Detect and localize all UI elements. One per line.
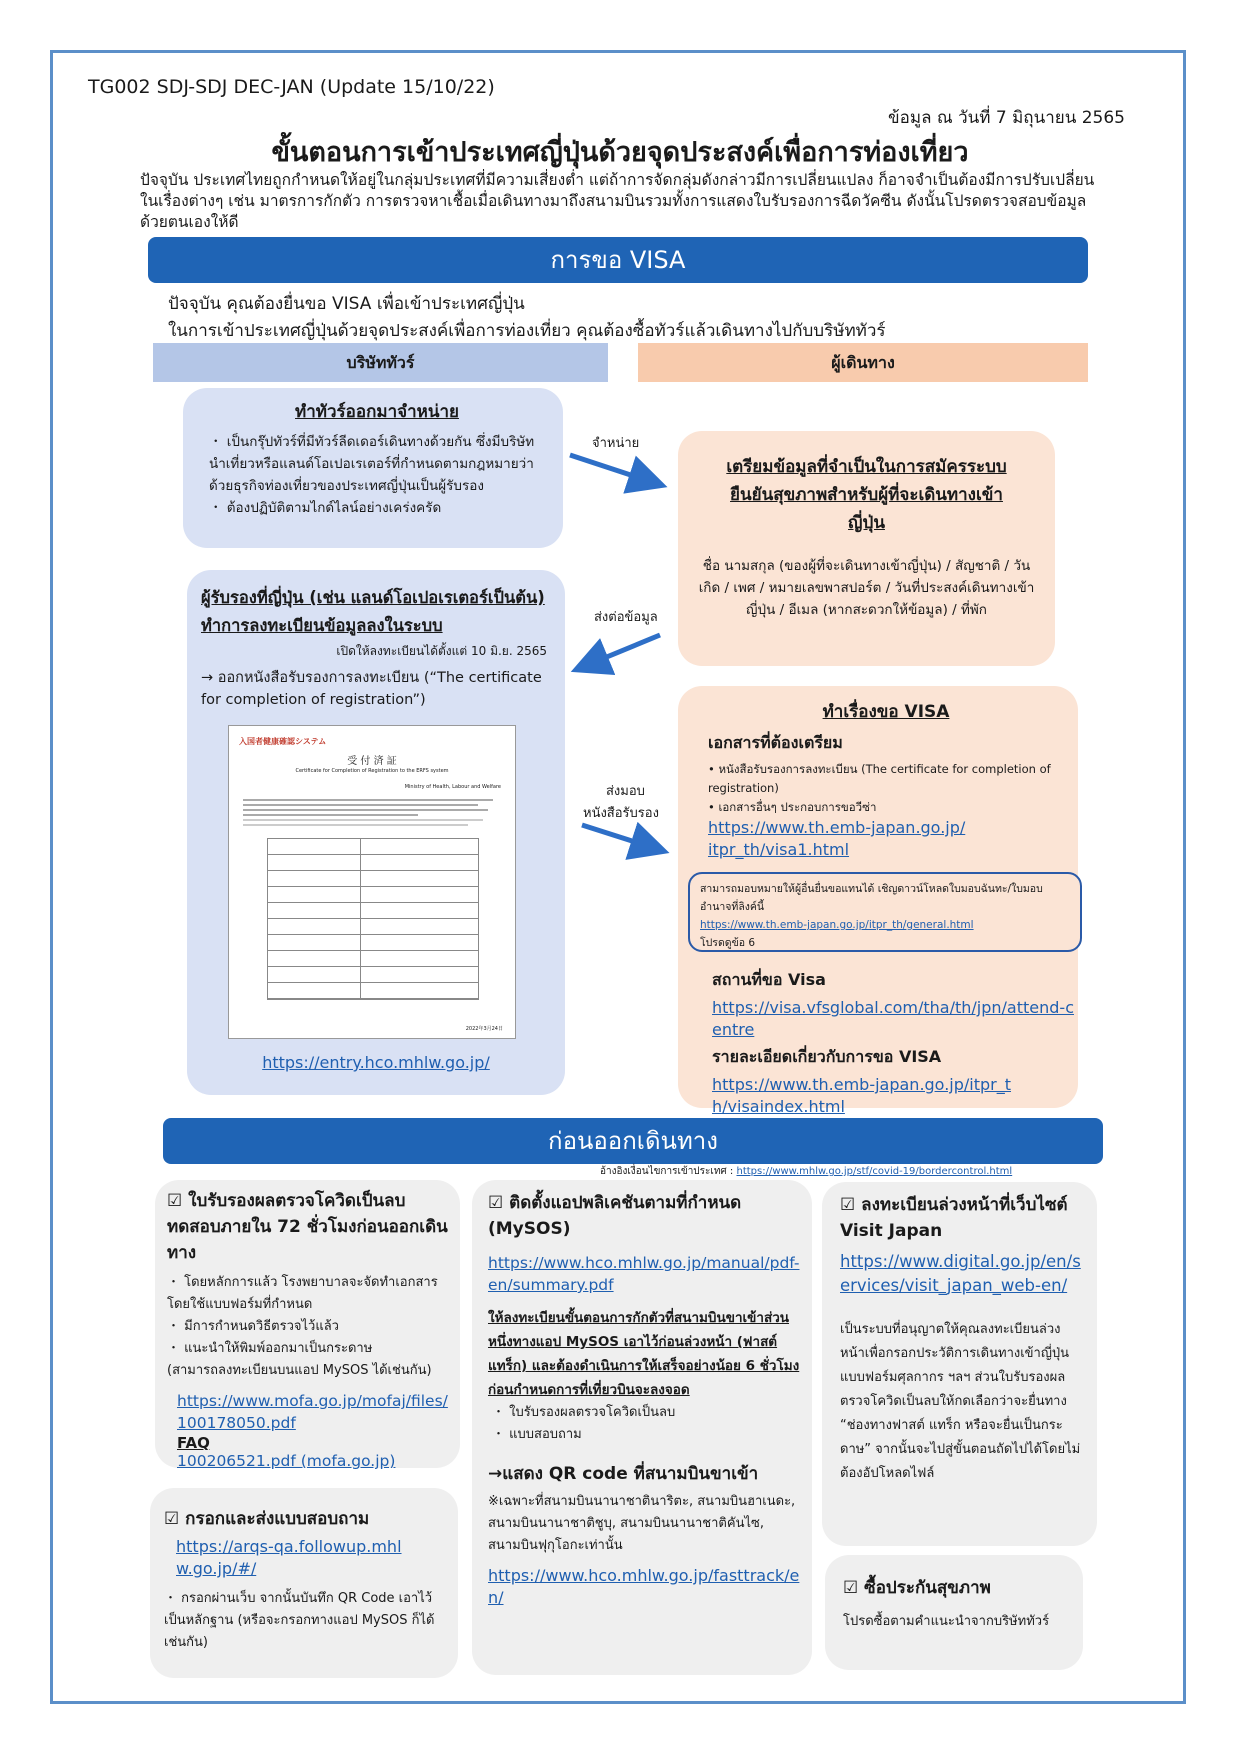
visa-place-block (712, 968, 1074, 1118)
visa-index-link[interactable]: https://www.th.emb-japan.go.jp/itpr_th/visaindex.html (712, 1075, 1011, 1116)
apply-visa-title: ทำเรื่องขอ VISA (822, 702, 950, 722)
visa-line-1: ปัจจุบัน คุณต้องยื่นขอ VISA เพื่อเข้าประเทศญี่ปุ่น (168, 294, 525, 314)
arrow-label-deliver: ส่งมอบ (606, 784, 645, 799)
visit-japan-box (822, 1182, 1097, 1546)
prepare-data-box (678, 431, 1055, 666)
arrow-label-forward-data: ส่งต่อข้อมูล (594, 610, 658, 625)
registration-title: ผู้รับรองที่ญี่ปุ่น (เช่น แลนด์โอเปอเรเตอร์เป็นต้น) ทำการลงทะเบียนข้อมูลลงในระบบ (201, 588, 545, 635)
border-control-ref-label: อ้างอิงเงื่อนไขการเข้าประเทศ : (600, 1166, 737, 1177)
visa-place-heading: สถานที่ขอ Visa (712, 970, 826, 989)
questionnaire-box (150, 1488, 458, 1678)
documents-heading: เอกสารที่ต้องเตรียม (708, 733, 843, 752)
column-header-tour-company: บริษัททัวร์ (153, 343, 608, 382)
visit-japan-link[interactable]: https://www.digital.go.jp/en/services/visit_japan_web-en/ (840, 1252, 1081, 1295)
tour-bullet-2: ・ ต้องปฏิบัติตามไกด์ไลน์อย่างเคร่งครัด (209, 500, 442, 516)
vfs-link[interactable]: https://visa.vfsglobal.com/tha/th/jpn/attend-centre (712, 998, 1074, 1039)
certificate-ministry: Ministry of Health, Labour and Welfare (404, 784, 501, 790)
covid-bullet-1: ・ โดยหลักการแล้ว โรงพยาบาลจะจัดทำเอกสารโดยใช้แบบฟอร์มที่กำหนด (167, 1275, 438, 1312)
covid-bullet-3: ・ แนะนำให้พิมพ์ออกมาเป็นกระดาษ (167, 1341, 373, 1356)
as-of-date: ข้อมูล ณ วันที่ 7 มิถุนายน 2565 (888, 108, 1125, 128)
covid-test-title: ☑ ใบรับรองผลตรวจโควิดเป็นลบ ทดสอบภายใน 72 ชั่วโมงก่อนออกเดินทาง (167, 1191, 448, 1263)
prepare-body: ชื่อ นามสกุล (ของผู้ที่จะเดินทางเข้าญี่ปุ่น) / สัญชาติ / วันเกิด / เพศ / หมายเลขพาสปอร์ต / วันที่ประสงค์เดินทางเข้าญี่ปุ่น / อีเมล (หากสะดวกให้ข้อมูล) / ที่พัก (698, 558, 1035, 618)
document-item-2: • เอกสารอื่นๆ ประกอบการขอวีซ่า (708, 800, 877, 814)
tour-bullet-1: ・ เป็นกรุ๊ปทัวร์ที่มีทัวร์ลีดเดอร์เดินทางด้วยกัน ซึ่งมีบริษัทนำเที่ยวหรือแลนด์โอเปอเรเตอร์ที่กำหนดตามกฎหมายว่าด้วยธุรกิจท่องเที่ยวของประเทศญี่ปุ่นเป็นผู้รับรอง (209, 434, 535, 494)
before-departure-bar: ก่อนออกเดินทาง (163, 1118, 1103, 1164)
insurance-title: ☑ ซื้อประกันสุขภาพ (843, 1578, 991, 1598)
mysos-title: ☑ ติดตั้งแอปพลิเคชันตามที่กำหนด (MySOS) (488, 1193, 742, 1239)
qr-code-heading: →แสดง QR code ที่สนามบินขาเข้า (488, 1464, 759, 1484)
border-control-link[interactable]: https://www.mhlw.go.jp/stf/covid-19/bordercontrol.html (736, 1166, 1013, 1177)
proxy-form-link[interactable]: https://www.th.emb-japan.go.jp/itpr_th/general.html (700, 919, 974, 931)
column-header-traveler: ผู้เดินทาง (638, 343, 1088, 382)
certificate-table (267, 838, 479, 1000)
visa-line-2: ในการเข้าประเทศญี่ปุ่นด้วยจุดประสงค์เพื่อการท่องเที่ยว คุณต้องซื้อทัวร์แล้วเดินทางไปกับบริษัททัวร์ (168, 321, 886, 341)
mysos-bullet-1: ・ ใบรับรองผลตรวจโควิดเป็นลบ (492, 1405, 676, 1420)
airports-note: ※เฉพาะที่สนามบินนานาชาตินาริตะ, สนามบินฮาเนดะ, สนามบินนานาชาติชูบุ, สนามบินนานาชาติคันไซ, สนามบินฟุกุโอกะเท่านั้น (488, 1494, 796, 1553)
insurance-body: โปรดซื้อตามคำแนะนำจากบริษัททัวร์ (843, 1614, 1050, 1629)
visa-section-bar: การขอ VISA (148, 237, 1088, 283)
registration-open-date: เปิดให้ลงทะเบียนได้ตั้งแต่ 10 มิ.ย. 2565 (336, 644, 547, 658)
embassy-visa-link[interactable]: https://www.th.emb-japan.go.jp/itpr_th/visa1.html (708, 818, 966, 859)
mofa-form-link[interactable]: https://www.mofa.go.jp/mofaj/files/100178050.pdf (177, 1392, 448, 1432)
faq-label: FAQ (177, 1434, 210, 1452)
mysos-bullet-2: ・ แบบสอบถาม (492, 1427, 582, 1442)
tour-title: ทำทัวร์ออกมาจำหน่าย (295, 402, 459, 422)
mysos-box (472, 1180, 812, 1675)
visit-japan-body: เป็นระบบที่อนุญาตให้คุณลงทะเบียนล่วงหน้าเพื่อกรอกประวัติการเดินทางเข้าญี่ปุ่น แบบฟอร์มศุลกากร ฯลฯ ส่วนใบรับรองผลตรวจโควิดเป็นลบให้กดเลือกว่าจะยื่นทาง “ช่องทางฟาสต์ แทร็ก หรือจะยื่นเป็นกระดาษ” จากนั้นจะไปสู่ขั้นตอนถัดไปได้โดยไม่ต้องอัปโหลดไฟล์ (840, 1322, 1081, 1481)
fasttrack-link[interactable]: https://www.hco.mhlw.go.jp/fasttrack/en/ (488, 1566, 800, 1607)
certificate-image (228, 725, 516, 1039)
covid-bullet-2: ・ มีการกำหนดวิธีตรวจไว้แล้ว (167, 1319, 339, 1334)
certificate-text-lines (243, 796, 493, 829)
entry-hco-link[interactable]: https://entry.hco.mhlw.go.jp/ (262, 1053, 490, 1072)
certificate-heading: 受 付 済 証 (347, 756, 397, 767)
registration-cert-note: → ออกหนังสือรับรองการลงทะเบียน (“The certificate for completion of registration”) (201, 670, 542, 708)
questionnaire-link[interactable]: https://arqs-qa.followup.mhlw.go.jp/#/ (176, 1537, 402, 1578)
arrow-label-certificate: หนังสือรับรอง (583, 806, 659, 821)
tour-box (183, 388, 563, 548)
covid-test-box (155, 1180, 460, 1468)
arrow-label-sell: จำหน่าย (592, 436, 640, 451)
registration-box (187, 570, 565, 1095)
insurance-box (825, 1555, 1083, 1670)
doc-code: TG002 SDJ-SDJ DEC-JAN (Update 15/10/22) (88, 76, 495, 98)
mysos-fasttrack-text: ให้ลงทะเบียนขั้นตอนการกักตัวที่สนามบินขาเข้าส่วนหนึ่งทางแอป MySOS เอาไว้ก่อนล่วงหน้า (ฟาสต์ แทร็ก) และต้องดำเนินการให้เสร็จอย่างน้อย 6 ชั่วโมงก่อนกำหนดการที่เที่ยวบินจะลงจอด (488, 1310, 800, 1398)
certificate-date: 2022年3月24日 (465, 1026, 503, 1032)
visa-detail-heading: รายละเอียดเกี่ยวกับการขอ VISA (712, 1047, 942, 1066)
mysos-manual-link[interactable]: https://www.hco.mhlw.go.jp/manual/pdf-en/summary.pdf (488, 1254, 800, 1294)
proxy-callout-ref: โปรดดูข้อ 6 (700, 937, 756, 949)
document-item-1: • หนังสือรับรองการลงทะเบียน (The certificate for completion of registration) (708, 762, 1051, 795)
covid-bullet-4: (สามารถลงทะเบียนบนแอป MySOS ได้เช่นกัน) (167, 1363, 432, 1378)
certificate-system-name: 入国者健康確認システム (239, 737, 327, 746)
questionnaire-body: ・ กรอกผ่านเว็บ จากนั้นบันทึก QR Code เอาไว้เป็นหลักฐาน (หรือจะกรอกทางแอป MySOS ก็ได้เช่นกัน) (164, 1591, 435, 1650)
visit-japan-title: ☑ ลงทะเบียนล่วงหน้าที่เว็บไซต์ Visit Japan (840, 1195, 1068, 1241)
questionnaire-title: ☑ กรอกและส่งแบบสอบถาม (164, 1509, 370, 1529)
page-title: ขั้นตอนการเข้าประเทศญี่ปุ่นด้วยจุดประสงค์เพื่อการท่องเที่ยว (271, 137, 969, 168)
intro-text: ปัจจุบัน ประเทศไทยถูกกำหนดให้อยู่ในกลุ่มประเทศที่มีความเสี่ยงต่ำ แต่ถ้าการจัดกลุ่มดังกล่าวมีการเปลี่ยนแปลง ก็อาจจำเป็นต้องมีการปรับเปลี่ยนในเรื่องต่างๆ เช่น มาตรการกักตัว การตรวจหาเชื้อเมื่อเดินทางมาถึงสนามบินรวมทั้งการแสดงใบรับรองการฉีดวัคซีน ดังนั้นโปรดตรวจสอบข้อมูลด้วยตนเองให้ดี (140, 171, 1095, 231)
proxy-callout (688, 872, 1082, 952)
border-control-ref (600, 1164, 1012, 1179)
prepare-title: เตรียมข้อมูลที่จำเป็นในการสมัครระบบยืนยันสุขภาพสำหรับผู้ที่จะเดินทางเข้าญี่ปุ่น (726, 457, 1007, 533)
certificate-subtitle: Certificate for Completion of Registration to the ERFS system (295, 768, 449, 774)
proxy-callout-text: สามารถมอบหมายให้ผู้อื่นยื่นขอแทนได้ เชิญดาวน์โหลดใบมอบฉันทะ/ใบมอบอำนาจที่ลิงค์นี้ (700, 883, 1043, 913)
faq-link[interactable]: 100206521.pdf (mofa.go.jp) (177, 1452, 396, 1470)
